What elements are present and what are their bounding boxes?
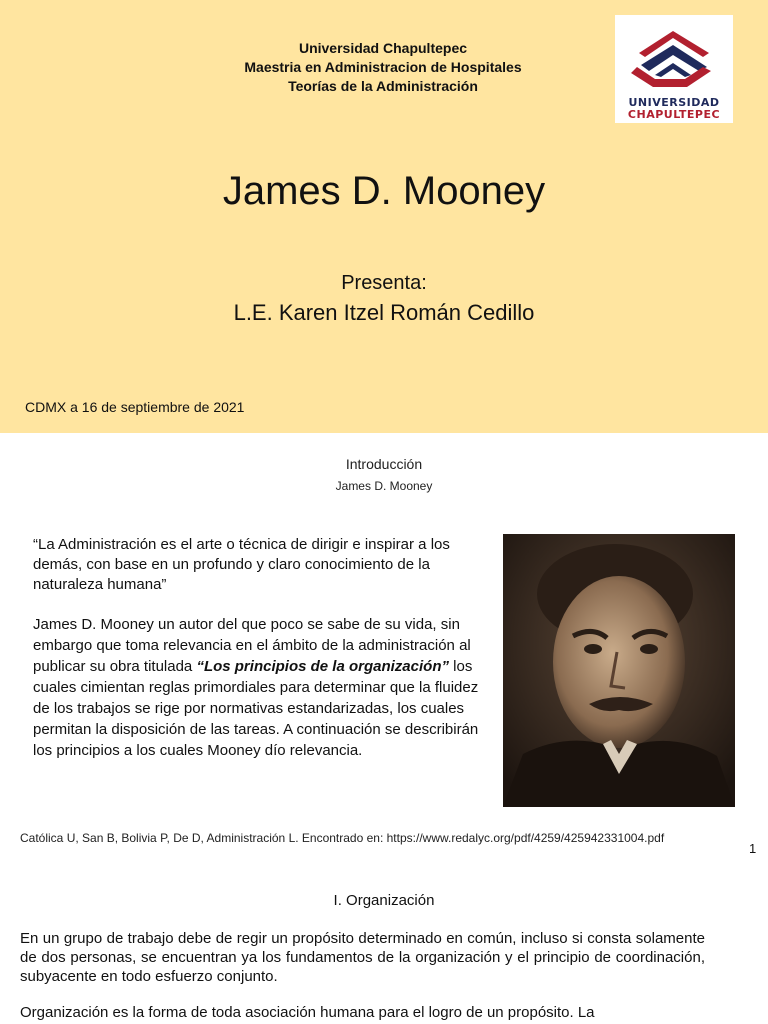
paragraph-text-part1: James D. Mooney un autor del que poco se sabe de su vida, sin embargo que toma relevancia en el ámbito de la administración al publicar su obra titulada <box>33 616 471 675</box>
program-name: Maestria en Administracion de Hospitales <box>244 59 522 75</box>
page-number: 1 <box>749 841 757 856</box>
logo-line2: CHAPULTEPEC <box>627 108 721 121</box>
portrait-image <box>503 534 735 807</box>
paragraph-text-part2: los cuales cimientan reglas primordiales para determinar que la fluidez de los trabajos se rige por normativas estandarizadas, los cuales permitan la disposición de las tareas. A continuación se describirán los principios a los cuales Mooney dío relevancia. <box>33 658 479 759</box>
book-title: “Los principios de la organización” <box>196 658 449 675</box>
presenta-label: Presenta: <box>341 272 427 294</box>
university-name: Universidad Chapultepec <box>298 40 468 56</box>
course-name: Teorías de la Administración <box>288 78 478 94</box>
presentation-date: CDMX a 16 de septiembre de 2021 <box>25 399 245 415</box>
header-block <box>150 39 616 96</box>
presentation-title: James D. Mooney <box>222 169 546 213</box>
presenter-name: L.E. Karen Itzel Román Cedillo <box>233 300 535 325</box>
intro-quote: “La Administración es el arte o técnica de dirigir e inspirar a los demás, con base en un profundo y claro conocimiento de la naturaleza humana” <box>33 536 450 593</box>
section-body: En un grupo de trabajo debe de regir un propósito determinado en común, incluso si consta solamente de dos personas, se encuentran ya los fundamentos de la organización y el principio de coordinación, subyacente en todo esfuerzo conjunto. <box>20 930 705 985</box>
title-slide <box>0 0 768 433</box>
intro-paragraph <box>33 614 485 761</box>
university-logo <box>615 15 733 123</box>
section-heading: I. Organización <box>333 892 435 909</box>
intro-subheading: James D. Mooney <box>335 479 433 493</box>
logo-line1: UNIVERSIDAD <box>628 96 720 109</box>
section-body-continued: Organización es la forma de toda asociación humana para el logro de un propósito. La <box>20 1004 595 1021</box>
portrait-photo <box>503 534 735 807</box>
intro-heading: Introducción <box>345 456 423 472</box>
citation: Católica U, San B, Bolivia P, De D, Administración L. Encontrado en: https://www.redalyc.org/pdf/4259/425942331004.pdf <box>20 831 665 845</box>
